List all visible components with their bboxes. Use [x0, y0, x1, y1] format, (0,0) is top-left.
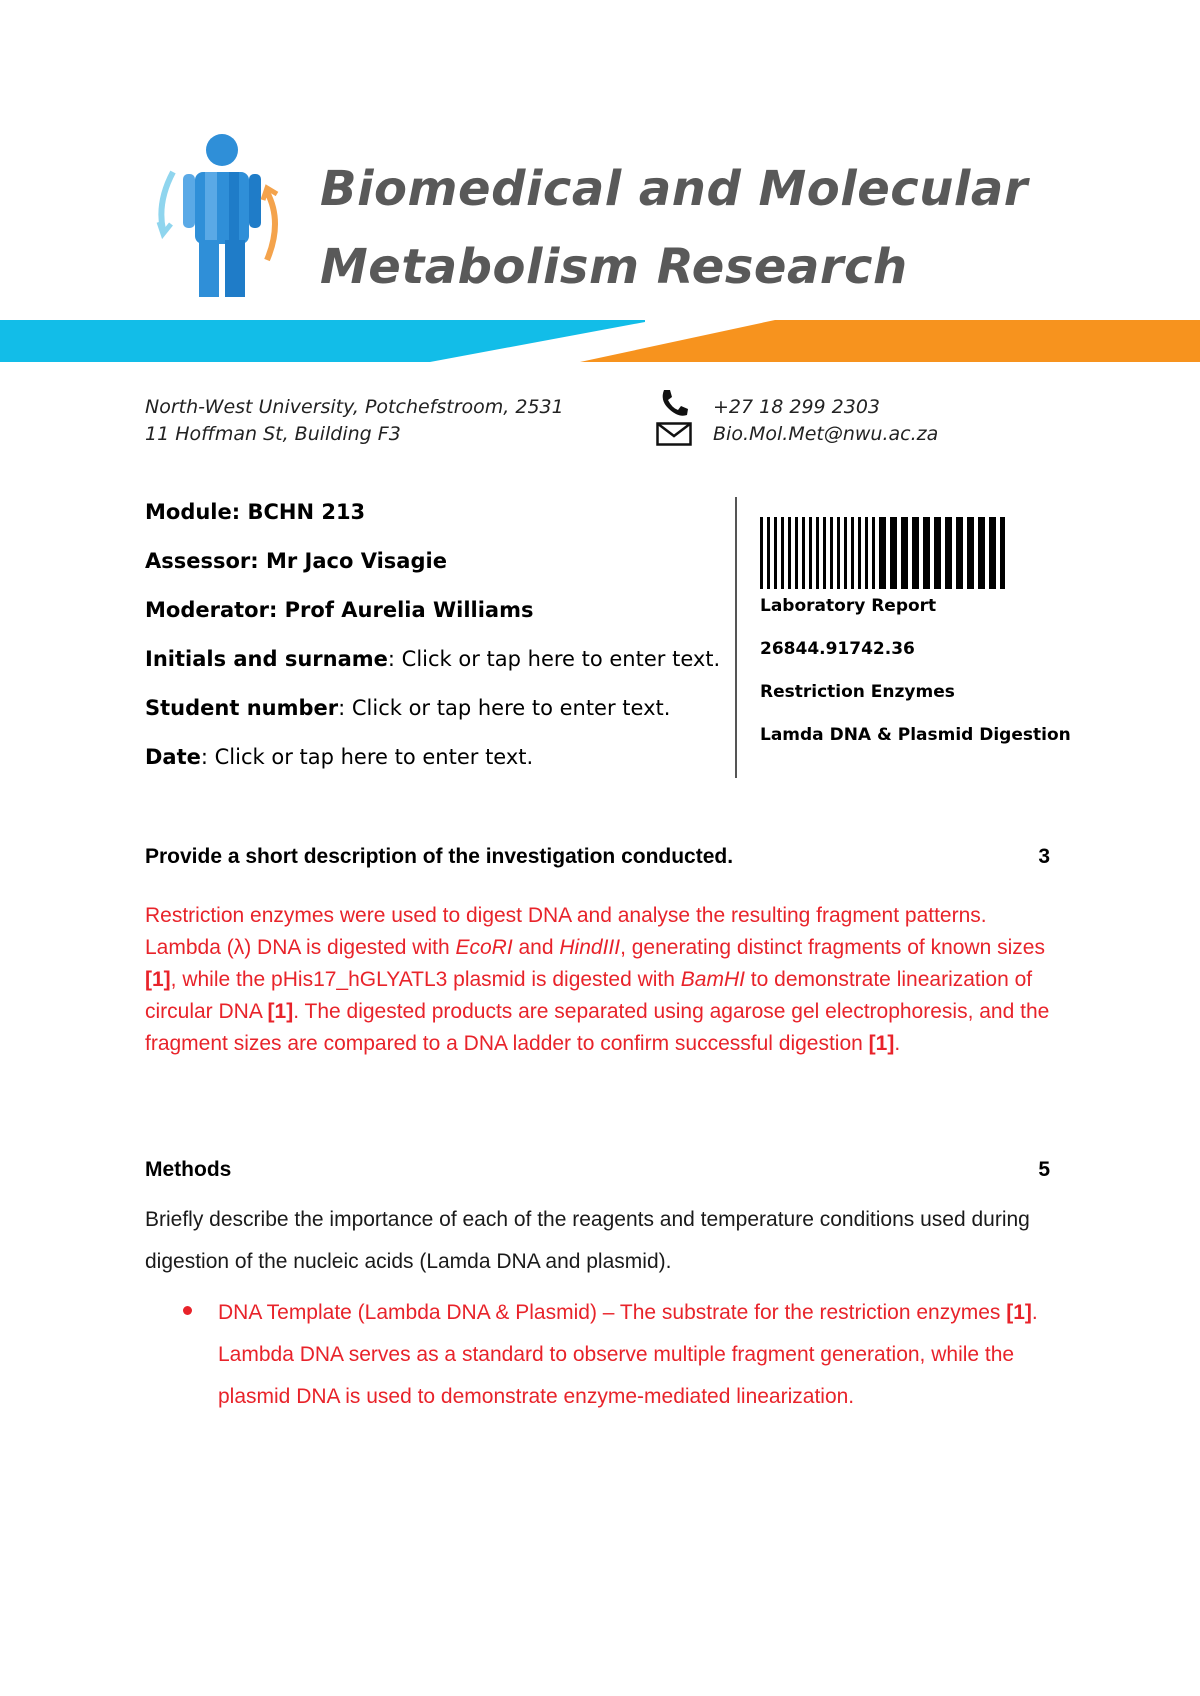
report-info — [145, 498, 720, 792]
report-type: Laboratory Report — [760, 596, 937, 616]
contact-details — [713, 394, 938, 448]
date-label: Date — [145, 745, 201, 769]
answer-1: Restriction enzymes were used to digest DNA and analyse the resulting fragment patterns. Lambda (λ) DNA is digested with EcoRI and HindIII, generating distinct fragments of known sizes [1], while the pHis17_hGLYATL3 plasmid is digested with BamHI to demonstrate linearization of circular DNA [1]. The digested products are separated using agarose gel electrophoresis, and the fragment sizes are compared to a DNA ladder to confirm successful digestion [1]. — [145, 904, 1050, 1055]
phone-number: +27 18 299 2303 — [713, 396, 881, 418]
methods-description: Briefly describe the importance of each of the reagents and temperature conditions used during digestion of the nucleic acids (Lamda DNA and plasmid). — [145, 1208, 1030, 1273]
header-banner — [0, 316, 1200, 366]
moderator-row: Moderator: Prof Aurelia Williams — [145, 598, 534, 622]
address-block — [145, 394, 564, 448]
date-input[interactable]: : Click or tap here to enter text. — [200, 745, 534, 769]
address-line-2: 11 Hoffman St, Building F3 — [145, 423, 401, 445]
date-row — [145, 743, 720, 792]
report-topic: Restriction Enzymes — [760, 682, 955, 702]
title-line-2: Metabolism Research — [320, 239, 908, 295]
module-row: Module: BCHN 213 — [145, 500, 366, 524]
person-logo-icon — [155, 132, 295, 297]
question-1 — [145, 845, 1050, 869]
methods-heading — [145, 1158, 1050, 1182]
question-1-text: Provide a short description of the investigation conducted. — [145, 845, 734, 868]
student-number-row — [145, 694, 720, 743]
methods-title: Methods — [145, 1158, 232, 1181]
divider — [735, 497, 737, 778]
methods-marks: 5 — [1038, 1158, 1050, 1181]
address-line-1: North-West University, Potchefstroom, 2531 — [145, 396, 564, 418]
initials-row — [145, 645, 720, 694]
assessor-row: Assessor: Mr Jaco Visagie — [145, 549, 447, 573]
report-sidebar — [760, 595, 1071, 767]
methods-bullet-1: DNA Template (Lambda DNA & Plasmid) – The substrate for the restriction enzymes [1]. Lambda DNA serves as a standard to observe multiple fragment generation, while the plasmid DNA is used to demonstrate enzyme-mediated linearization. — [218, 1301, 1038, 1408]
envelope-icon — [656, 422, 692, 446]
title-line-1: Biomedical and Molecular — [320, 161, 1028, 217]
initials-input[interactable]: : Click or tap here to enter text. — [387, 647, 721, 671]
student-number-input[interactable]: : Click or tap here to enter text. — [338, 696, 671, 720]
barcode — [760, 517, 1005, 589]
phone-icon — [658, 388, 690, 418]
bullet-dot — [183, 1306, 192, 1315]
question-1-marks: 3 — [1038, 845, 1050, 868]
student-number-label: Student number — [145, 696, 339, 720]
email-address: Bio.Mol.Met@nwu.ac.za — [713, 423, 939, 445]
report-subtopic: Lamda DNA & Plasmid Digestion — [760, 725, 1071, 745]
report-code: 26844.91742.36 — [760, 639, 915, 659]
institute-title — [320, 150, 1080, 306]
initials-label: Initials and surname — [145, 647, 388, 671]
